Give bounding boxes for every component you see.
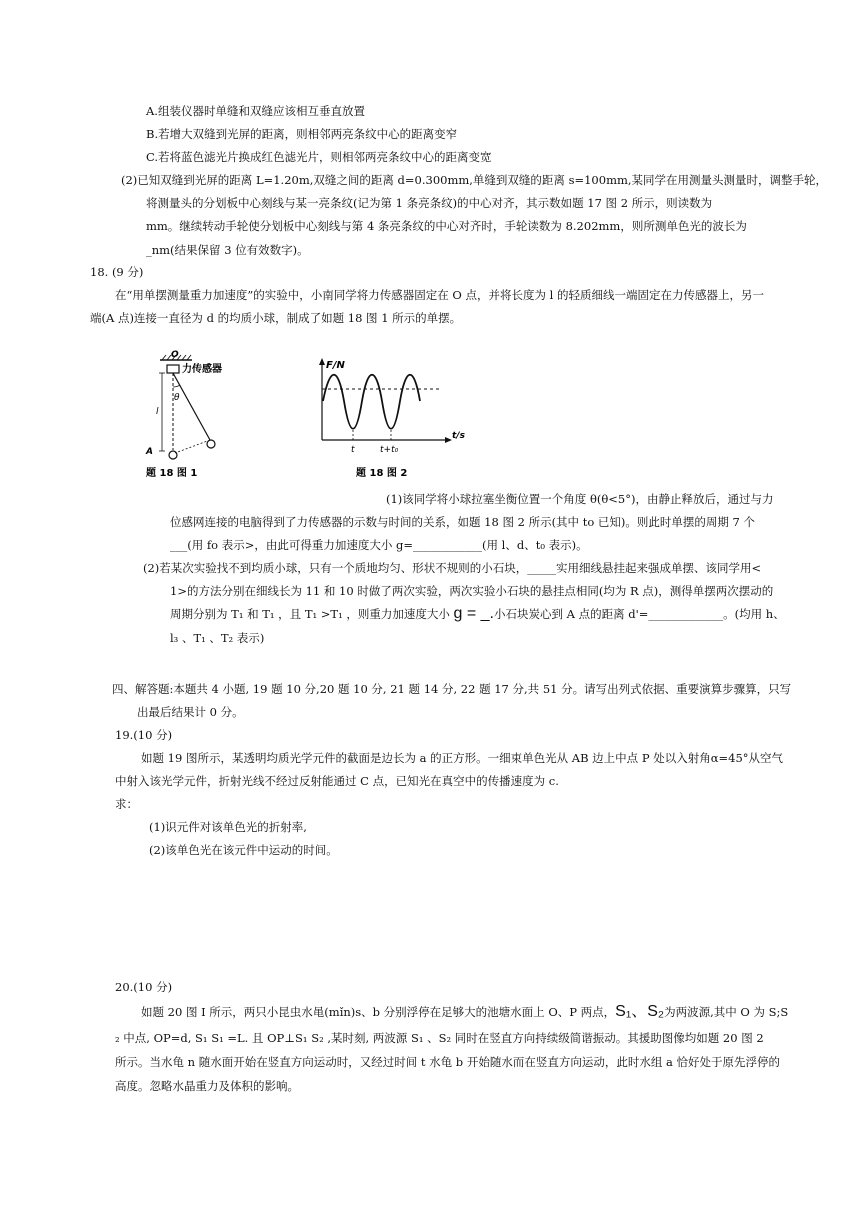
q20-header: 20.(10 分) xyxy=(115,980,173,994)
fig2-tick1: t xyxy=(351,445,355,455)
fig2-caption: 题 18 图 2 xyxy=(356,468,408,479)
q20-line1 xyxy=(141,1004,788,1020)
q19-line1: 如题 19 图所示，某透明均质光学元件的截面是边长为 a 的正方形。一细束单色光从 AB 边上中点 P 处以入射角α=45°从空气 xyxy=(141,751,784,765)
q18-intro-line2: 端(A 点)连接一直径为 d 的均质小球，制成了如题 18 图 1 所示的单摆。 xyxy=(90,311,462,325)
q17-option-b: B.若增大双缝到光屏的距离，则相邻两亮条纹中心的距离变窄 xyxy=(146,127,458,141)
q20-line1-a: 如题 20 图 I 所示，两只小昆虫水黾(mǐn)s、b 分别浮停在足够大的池塘水面上 O、P 两点， xyxy=(141,1005,616,1019)
q17-part2-line2: 将测量头的分划板中心刻线与某一亮条纹(记为第 1 条亮条纹)的中心对齐，其示数如题 17 图 2 所示，则读数为 xyxy=(146,196,713,210)
q18-g-formula: g = _. xyxy=(453,605,494,622)
fig2-xlabel: t/s xyxy=(452,431,465,441)
q17-option-c: C.若将蓝色滤光片换成红色滤光片，则相邻两亮条纹中心的距离变宽 xyxy=(146,150,492,164)
q18-p1-line2: 位感网连接的电脑得到了力传感器的示数与时间的关系，如题 18 图 2 所示(其中 to 已知)。则此时单摆的周期 7 个 xyxy=(170,515,756,529)
q19-ask: 求： xyxy=(115,797,138,811)
q19-sub2: (2)该单色光在该元件中运动的时间。 xyxy=(149,843,338,857)
q20-line1-b: 为两波源,其中 O 为 S;S xyxy=(664,1005,789,1019)
q18-p2-line3 xyxy=(170,606,785,622)
q18-p2-line1: (2)若某次实验找不到均质小球，只有一个质地均匀、形状不规则的小石块，_____实用细线悬挂起来强成单摆、该同学用< xyxy=(143,561,762,575)
pendulum-ball xyxy=(207,440,215,448)
q18-p1-line1: (1)该同学将小球拉塞坐衡位置一个角度 θ(θ<5°)，由静止释放后，通过与力 xyxy=(386,492,774,506)
q20-line3: 所示。当水龟 n 随水面开始在竖直方向运动时，又经过时间 t 水龟 b 开始随水而在竖直方向运动，此时水组 a 恰好处于原先浮停的 xyxy=(115,1055,780,1069)
fig2-ylabel: F/N xyxy=(326,360,345,371)
force-curve xyxy=(323,375,420,429)
q19-header: 19.(10 分) xyxy=(115,728,173,742)
q18-p2-line3-a: 周期分别为 T₁ 和 T₁ ，且 T₁ >T₁ ，则重力加速度大小 xyxy=(170,607,454,621)
section4-line1: 四、解答题:本题共 4 小题, 19 题 10 分,20 题 10 分, 21 题 14 分, 22 题 17 分,共 51 分。请写出列式依据、重要演算步骤算，只写 xyxy=(112,682,792,696)
q18-figure2-force-graph xyxy=(310,356,480,480)
q17-option-a: A.组装仪器时单缝和双缝应该相互垂直放置 xyxy=(146,104,365,118)
q20-line4: 高度。忽略水晶重力及体积的影响。 xyxy=(115,1079,299,1093)
force-sensor-box xyxy=(167,365,179,373)
fig1-a-label: A xyxy=(146,447,153,457)
fig2-tick2: t+t₀ xyxy=(380,445,399,455)
q17-part2-line4: _nm(结果保留 3 位有效数字)。 xyxy=(146,243,309,257)
q18-p2-line4: l₃ 、T₁ 、T₂ 表示) xyxy=(170,631,265,645)
fig1-theta-label: θ xyxy=(174,393,180,403)
section4-line2: 出最后结果计 0 分。 xyxy=(137,705,244,719)
q19-sub1: (1)识元件对该单色光的折射率, xyxy=(149,820,307,834)
q18-p2-line2: 1>的方法分别在细线长为 11 和 10 时做了两次实验，两次实验小石块的悬挂点相同(均为 R 点)，测得单摆两次摆动的 xyxy=(170,584,774,598)
q18-p1-line3: ___(用 fo 表示>，由此可得重力加速度大小 g=____________(用 l、d、t₀ 表示)。 xyxy=(170,538,588,552)
q17-part2-line3: mm。继续转动手轮使分划板中心刻线与第 4 条亮条纹的中心对齐时，手轮读数为 8.202mm，则所测单色光的波长为 xyxy=(146,219,747,233)
q18-header: 18. (9 分) xyxy=(90,265,144,279)
fig1-sensor-label: 力传感器 xyxy=(182,364,222,375)
fig1-caption: 题 18 图 1 xyxy=(146,468,198,479)
q19-line2: 中射入该光学元件，折射光线不经过反射能通过 C 点，已知光在真空中的传播速度为 c. xyxy=(115,774,559,788)
q18-intro-line1: 在“用单摆测量重力加速度”的实验中，小南同学将力传感器固定在 O 点，并将长度为 l 的轻质细线一端固定在力传感器上，另一 xyxy=(115,288,764,302)
q20-s1s2: S₁、S₂ xyxy=(615,1003,665,1020)
q20-line2: ₂ 中点, OP=d, S₁ S₁ =L. 且 OP⊥S₁ S₂ ,某时刻, 两波源 S₁ 、S₂ 同时在竖直方向持续级简谐振动。其援助图像均如题 20 图 2 xyxy=(115,1031,764,1045)
q17-part2-line1: (2)已知双缝到光屏的距离 L=1.20m,双缝之间的距离 d=0.300mm,单缝到双缝的距离 s=100mm,某同学在用测量头测量时，调整手轮， xyxy=(121,173,828,187)
fig1-o-label: O xyxy=(171,350,179,360)
fig1-l-label: l xyxy=(156,407,159,417)
q18-figure1-pendulum xyxy=(140,350,250,482)
q18-p2-line3-b: 小石块炭心到 A 点的距离 d'=_____________。(均用 h、 xyxy=(493,607,785,621)
pendulum-ball-rest xyxy=(169,451,177,459)
